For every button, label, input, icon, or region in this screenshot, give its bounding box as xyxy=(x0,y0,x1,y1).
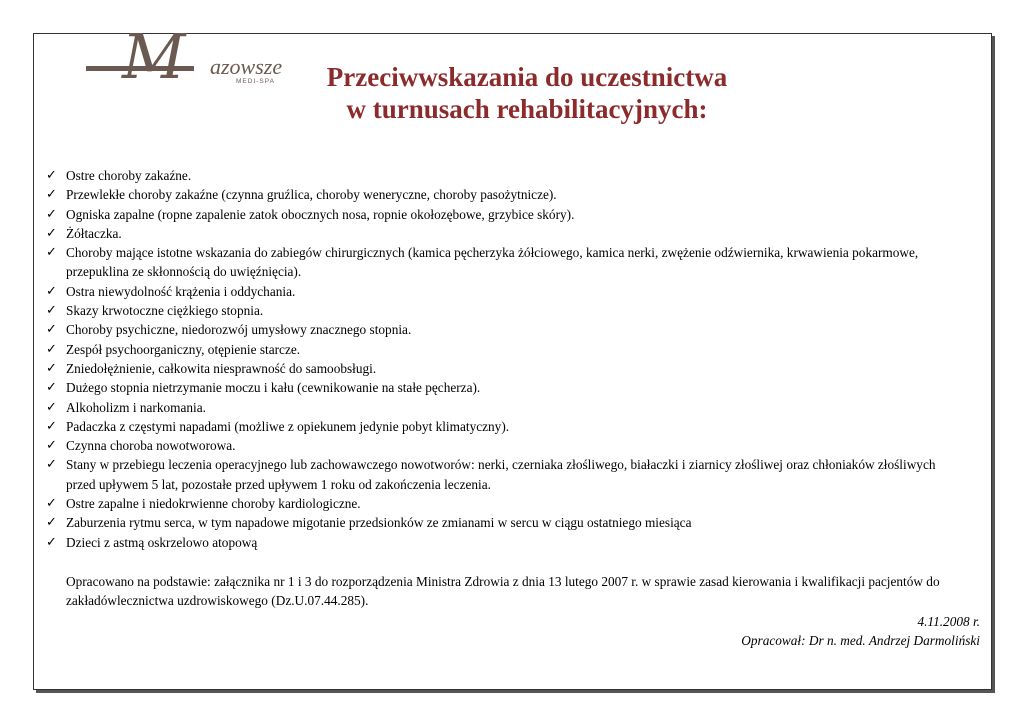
list-item-text: Zaburzenia rytmu serca, w tym napadowe migotanie przedsionków ze zmianami w sercu w ciągu ostatniego miesiąca xyxy=(66,515,692,531)
list-item-text: Alkoholizm i narkomania. xyxy=(66,399,206,415)
list-item-text: Ostra niewydolność krążenia i oddychania. xyxy=(66,283,296,299)
check-icon: ✓ xyxy=(46,515,57,531)
page-title xyxy=(290,61,764,125)
check-icon: ✓ xyxy=(46,380,57,396)
list-item-text: Zespół psychoorganiczny, otępienie starcze. xyxy=(66,341,301,357)
document-date: 4.11.2008 r. xyxy=(917,614,980,629)
check-icon: ✓ xyxy=(46,534,57,550)
logo-letter: M xyxy=(122,20,186,93)
mazowsze-logo xyxy=(86,20,286,93)
check-icon: ✓ xyxy=(46,496,57,512)
list-item-text: Dzieci z astmą oskrzelowo atopową xyxy=(66,534,258,550)
list-item-text: Padaczka z częstymi napadami (możliwe z opiekunem jedynie pobyt klimatyczny). xyxy=(66,418,510,434)
check-icon: ✓ xyxy=(46,206,57,222)
list-item xyxy=(46,533,966,552)
check-icon: ✓ xyxy=(46,341,57,357)
list-item-text: Przewlekłe choroby zakaźne (czynna gruźlica, choroby weneryczne, choroby pasożytnicze). xyxy=(66,187,557,203)
list-item-text: Dużego stopnia nietrzymanie moczu i kału (cewnikowanie na stałe pęcherza). xyxy=(66,380,481,396)
logo-word: azowsze xyxy=(210,54,283,79)
check-icon: ✓ xyxy=(46,187,57,203)
contraindications-list xyxy=(46,166,966,552)
list-item-text: Ostre choroby zakaźne. xyxy=(66,168,192,183)
list-item xyxy=(46,340,966,359)
list-item-text: Choroby mające istotne wskazania do zabiegów chirurgicznych (kamica pęcherzyka żółciowego, kamica nerki, zwężenie odźwiernika, krwawienia pokarmowe, przepuklina ze skłonnością do uwięźnięcia). xyxy=(66,245,919,280)
list-item xyxy=(46,320,966,339)
check-icon: ✓ xyxy=(46,322,57,338)
check-icon: ✓ xyxy=(46,360,57,376)
list-item-text: Choroby psychiczne, niedorozwój umysłowy znacznego stopnia. xyxy=(66,322,412,338)
check-icon: ✓ xyxy=(46,418,57,434)
check-icon: ✓ xyxy=(46,303,57,319)
list-item-text: Żółtaczka. xyxy=(66,225,122,241)
check-icon: ✓ xyxy=(46,457,57,473)
list-item-text: Zniedołężnienie, całkowita niesprawność do samoobsługi. xyxy=(66,360,377,376)
list-item xyxy=(46,205,966,224)
document-author: Opracował: Dr n. med. Andrzej Darmoliński xyxy=(741,633,980,648)
list-item xyxy=(46,224,966,243)
list-item-text: Stany w przebiegu leczenia operacyjnego lub zachowawczego nowotworów: nerki, czerniaka złośliwego, białaczki i ziarnicy złośliwej oraz chłoniaków złośliwych przed upływem 5 lat, pozostałe przed upływem 1 roku od zakończenia leczenia. xyxy=(66,457,936,492)
list-item xyxy=(46,359,966,378)
source-note: Opracowano na podstawie: załącznika nr 1 i 3 do rozporządzenia Ministra Zdrowia z dnia 13 lutego 2007 r. w sprawie zasad kierowania i kwalifikacji pacjentów do zakładówlecznictwa uzdrowiskowego (Dz.U.07.44.285). xyxy=(66,574,940,609)
list-item-text: Ostre zapalne i niedokrwienne choroby kardiologiczne. xyxy=(66,496,361,512)
list-item xyxy=(46,513,966,532)
list-item xyxy=(46,494,966,513)
list-item-text: Czynna choroba nowotworowa. xyxy=(66,438,236,454)
list-item-text: Ogniska zapalne (ropne zapalenie zatok obocznych nosa, ropnie okołozębowe, grzybice skóry). xyxy=(66,206,575,222)
check-icon: ✓ xyxy=(46,225,57,241)
list-item xyxy=(46,436,966,455)
list-item-text: Skazy krwotoczne ciężkiego stopnia. xyxy=(66,303,264,319)
list-item xyxy=(46,417,966,436)
check-icon: ✓ xyxy=(46,168,57,183)
list-item xyxy=(46,301,966,320)
list-item xyxy=(46,455,966,494)
check-icon: ✓ xyxy=(46,245,57,261)
title-line-1: Przeciwwskazania do uczestnictwa xyxy=(326,62,728,92)
check-icon: ✓ xyxy=(46,438,57,454)
logo-subtitle: MEDI-SPA xyxy=(236,78,275,85)
title-line-2: w turnusach rehabilitacyjnych: xyxy=(346,94,708,124)
list-item xyxy=(46,282,966,301)
check-icon: ✓ xyxy=(46,283,57,299)
list-item xyxy=(46,378,966,397)
list-item xyxy=(46,243,966,282)
list-item xyxy=(46,398,966,417)
check-icon: ✓ xyxy=(46,399,57,415)
list-item xyxy=(46,185,966,204)
list-item xyxy=(46,166,966,185)
